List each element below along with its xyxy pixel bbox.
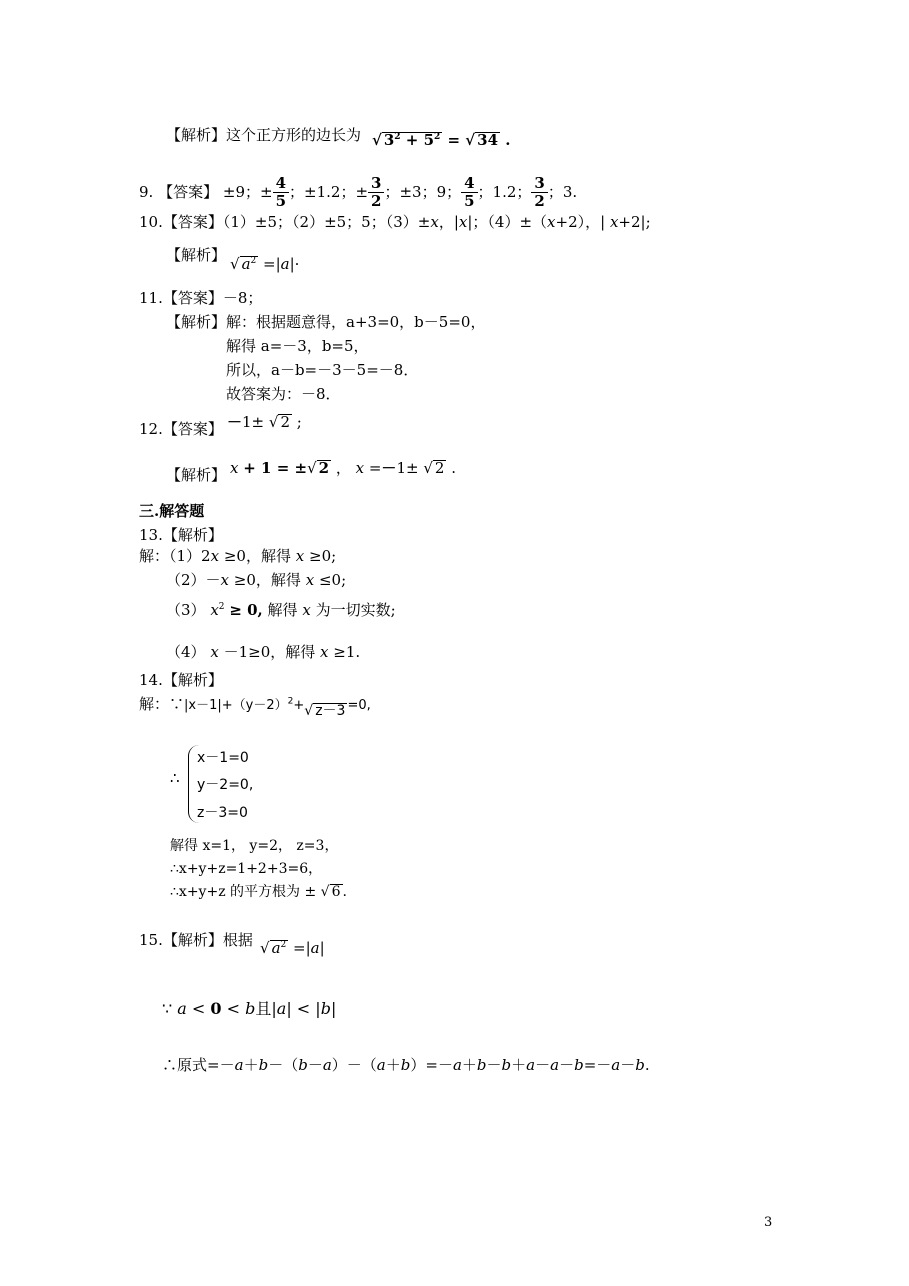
fraction-4-5: $\frac{4}{5}$ (273, 176, 289, 209)
because-symbol: ∵ (162, 999, 173, 1018)
q10-formula: √ $a^2 =|a|\cdot$ (230, 255, 300, 273)
q8-analysis (166, 128, 361, 143)
q11-line3: 所以，a－b=－3－5=－8． (226, 361, 419, 379)
q15-line3: ∴原式=－a＋b－（b－a）－（a＋b）=－a＋b－b＋a－a－b=－a－b. (162, 1056, 650, 1074)
q11-analysis: 【解析】解：根据题意得，a+3=0，b－5=0， (166, 313, 486, 331)
fraction-3-2: $\frac{3}{2}$ (368, 176, 384, 209)
q13-line4: （4） x －1≥0，解得 x ≥1. (166, 643, 361, 661)
q13-line1: 解：（1）2x ≥0，解得 x ≥0; (139, 547, 337, 565)
answer-label: 【答案】 (158, 183, 219, 201)
q9-answer-row: 9. 【答案】 ±9；± $\frac{4}{5}$ ；±1.2；± $\frac{3}{2}$ ；±3；9； $\frac{4}{5}$ ；1.2； $\frac{3}{2}$ ；3. (139, 174, 578, 211)
fraction-3-2: $\frac{3}{2}$ (531, 176, 547, 209)
q14-line1: 解：$\because|x-1|+(y-2)^2+√$ z－3 =0, (139, 695, 371, 719)
q11-answer-row: 11.【答案】－8； (139, 289, 263, 307)
q15-line2: ∵ a < 0 < b且|a| < |b| (162, 999, 337, 1018)
q8-analysis-text: 这个正方形的边长为 (226, 126, 362, 144)
answer-label: 【答案】 (162, 289, 223, 307)
analysis-label: 【解析】 (162, 931, 223, 949)
q12-analysis-formula: x + 1 = ±√ 2 ， x =－1± √ 2 . (230, 459, 456, 477)
q12-analysis (166, 468, 226, 483)
q10-analysis (166, 248, 226, 263)
therefore-symbol: ∴ (170, 861, 179, 877)
page-number: 3 (764, 1215, 773, 1230)
q14-head: 14.【解析】 (139, 671, 223, 689)
analysis-label: 【解析】 (166, 246, 227, 264)
q12-answer-formula: －1± √ 2 ; (227, 413, 302, 431)
q8-formula: √ $3^2 + 5^2$ = √ 34 . (372, 131, 511, 149)
equation-1: x－1=0 (197, 750, 249, 766)
analysis-label: 【解析】 (166, 313, 227, 331)
q14-line2: 解得 x=1， y=2， z=3， (170, 838, 339, 854)
fraction-4-5: $\frac{4}{5}$ (461, 176, 477, 209)
question-number: 12. (139, 420, 163, 438)
q10-answer-row: 10.【答案】（1）±5；（2）±5；5；（3）±x，|x|；（4）±（x+2），| x+2|; (139, 213, 651, 231)
q11-line4: 故答案为：－8． (226, 385, 341, 403)
question-number: 10. (139, 213, 163, 231)
answer-label: 【答案】 (162, 420, 223, 438)
q13-line3: （3） $x^2 \ge 0$, 解得 x 为一切实数; (166, 601, 396, 619)
analysis-label: 【解析】 (166, 466, 227, 484)
therefore-symbol: ∴ (162, 1056, 178, 1074)
q14-line3: ∴x+y+z=1+2+3=6， (170, 861, 323, 877)
q14-line4: ∴x+y+z 的平方根为 ± √ 6 . (170, 884, 347, 900)
because-symbol: ∵ (169, 695, 185, 713)
q12-answer-row (139, 422, 223, 437)
q13-line2: （2）－x ≥0，解得 x ≤0; (166, 571, 347, 589)
therefore-symbol: ∴ (170, 769, 180, 787)
question-number: 9. (139, 183, 154, 201)
equation-3: z－3=0 (197, 805, 248, 821)
therefore-symbol: ∴ (170, 884, 179, 900)
analysis-label: 【解析】 (166, 126, 227, 144)
answer-label: 【答案】 (162, 213, 223, 231)
q15-formula: √ $a^2 =|a|$ (260, 939, 325, 957)
q15-line1: 15.【解析】根据 (139, 931, 253, 949)
section-title: 三.解答题 (139, 502, 205, 520)
question-number: 11. (139, 289, 163, 307)
equation-2: y－2=0, (197, 777, 254, 793)
question-number: 15. (139, 931, 163, 949)
q11-line2: 解得 a=－3，b=5， (226, 337, 369, 355)
q13-head: 13.【解析】 (139, 526, 223, 544)
